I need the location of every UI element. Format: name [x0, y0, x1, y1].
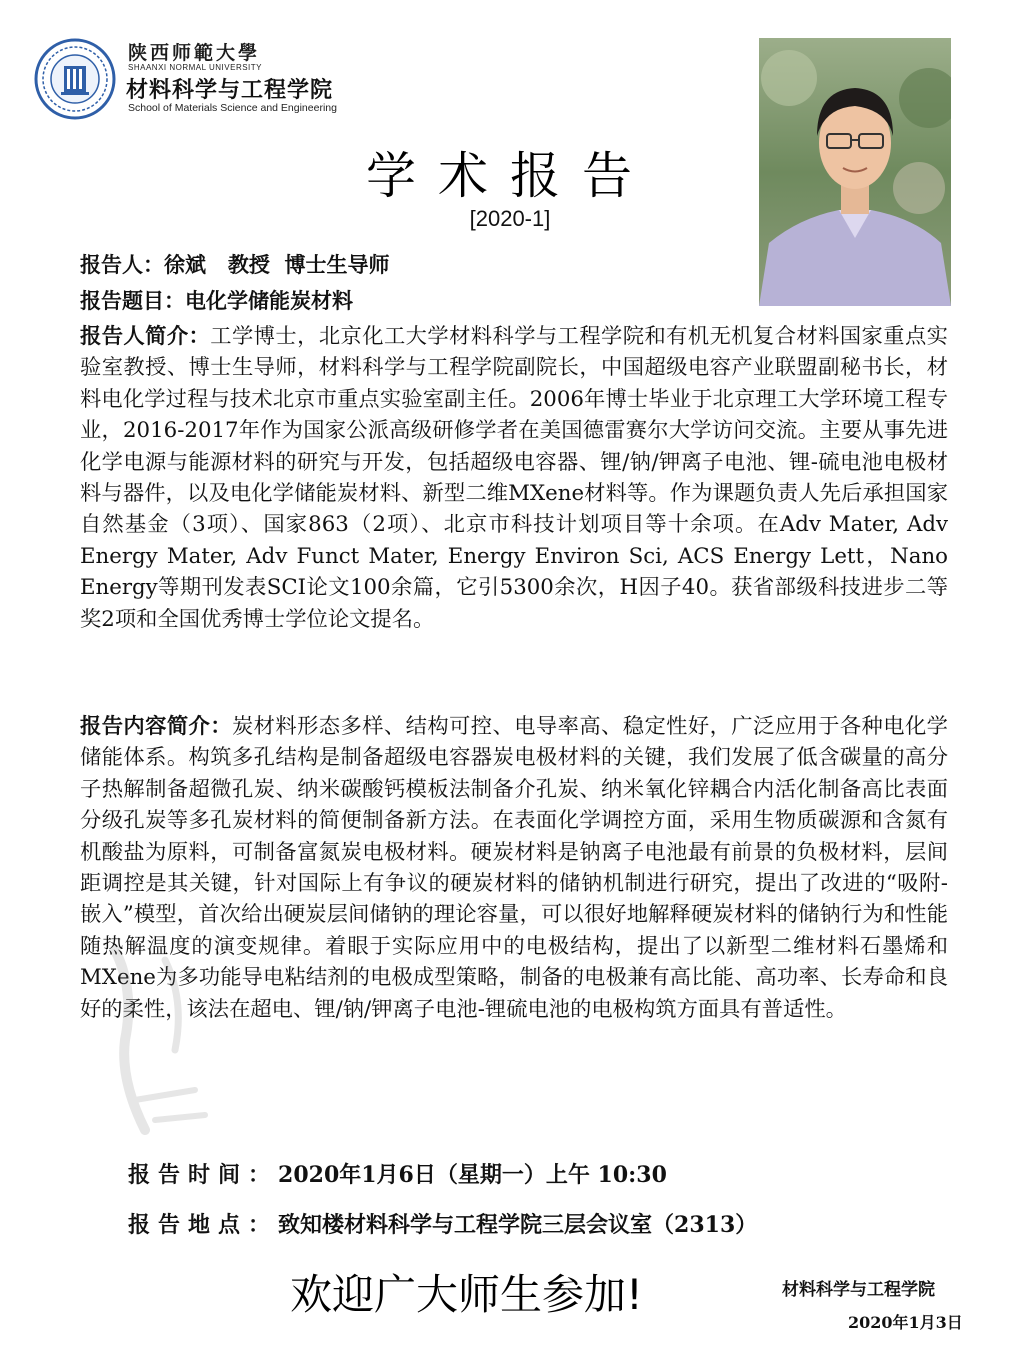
speaker-photo [759, 38, 951, 306]
university-seal-icon [34, 38, 116, 120]
abstract-label: 报告内容简介： [80, 714, 232, 739]
speaker-line [80, 249, 390, 281]
university-name-cn: 陕西师範大學 [128, 42, 261, 64]
university-name-en: SHAANXI NORMAL UNIVERSITY [128, 63, 263, 72]
topic-line [80, 285, 353, 317]
time-value: 2020年1月6日（星期一）上午 10:30 [278, 1162, 667, 1188]
place-line [128, 1208, 757, 1239]
place-label: 报告地点： [128, 1212, 279, 1238]
report-serial: [2020-1] [469, 206, 551, 231]
school-name-en: School of Materials Science and Engineering [128, 102, 337, 114]
speaker-bio [80, 321, 948, 635]
school-name-cn: 材料科学与工程学院 [126, 78, 334, 103]
bio-label: 报告人简介： [80, 324, 211, 349]
place-value: 致知楼材料科学与工程学院三层会议室（2313） [278, 1212, 758, 1238]
welcome-message: 欢迎广大师生参加! [290, 1270, 643, 1319]
abstract-text: 炭材料形态多样、结构可控、电导率高、稳定性好，广泛应用于各种电化学储能体系。构筑多孔结构是制备超级电容器炭电极材料的关键，我们发展了低含碳量的高分子热解制备超微孔炭、纳米碳酸钙模板法制备介孔炭、纳米氧化锌耦合内活化制备高比表面分级孔炭等多孔炭材料的简便制备新方法。在表面化学调控方面，采用生物质碳源和含氮有机酸盐为原料，可制备富氮炭电极材料。硬炭材料是钠离子电池最有前景的负极材料，层间距调控是其关键，针对国际上有争议的硬炭材料的储钠机制进行研究，提出了改进的“吸附-嵌入”模型，首次给出硬炭层间储钠的理论容量，可以很好地解释硬炭材料的储钠行为和性能随热解温度的演变规律。着眼于实际应用中的电极结构，提出了以新型二维材料石墨烯和MXene为多功能导电粘结剂的电极成型策略，制备的电极兼有高比能、高功率、长寿命和良好的柔性，该法在超电、锂/钠/钾离子电池-锂硫电池的电极构筑方面具有普适性。 [80, 714, 948, 1022]
time-line [128, 1158, 667, 1189]
topic-label: 报告题目： [80, 288, 185, 313]
watermark-decoration [95, 930, 225, 1160]
bio-text: 工学博士，北京化工大学材料科学与工程学院和有机无机复合材料国家重点实验室教授、博士生导师，材料科学与工程学院副院长，中国超级电容产业联盟副秘书长，材料电化学过程与技术北京市重点实验室副主任。2006年博士毕业于北京理工大学环境工程专业，2016-2017年作为国家公派高级研修学者在美国德雷赛尔大学访问交流。主要从事先进化学电源与能源材料的研究与开发，包括超级电容器、锂/钠/钾离子电池、锂-硫电池电极材料与器件，以及电化学储能炭材料、新型二维MXene材料等。作为课题负责人先后承担国家自然基金（3项）、国家863（2项）、北京市科技计划项目等十余项。在Adv Mater, Adv Energy Mater, Adv Funct Mater, Energy Environ Sci, ACS Energy Lett，Nano Energy等期刊发表SCI论文100余篇，它引5300余次，H因子40。获省部级科技进步二等奖2项和全国优秀博士学位论文提名。 [80, 324, 948, 632]
page-title: 学术报告 [366, 147, 654, 205]
notice-date: 2020年1月3日 [848, 1313, 963, 1332]
topic-value: 电化学储能炭材料 [185, 288, 353, 313]
speaker-label: 报告人： [80, 252, 164, 277]
organizer-signature: 材料科学与工程学院 [782, 1280, 935, 1300]
time-label: 报告时间： [128, 1162, 279, 1188]
speaker-value: 徐斌 教授 博士生导师 [164, 252, 390, 277]
